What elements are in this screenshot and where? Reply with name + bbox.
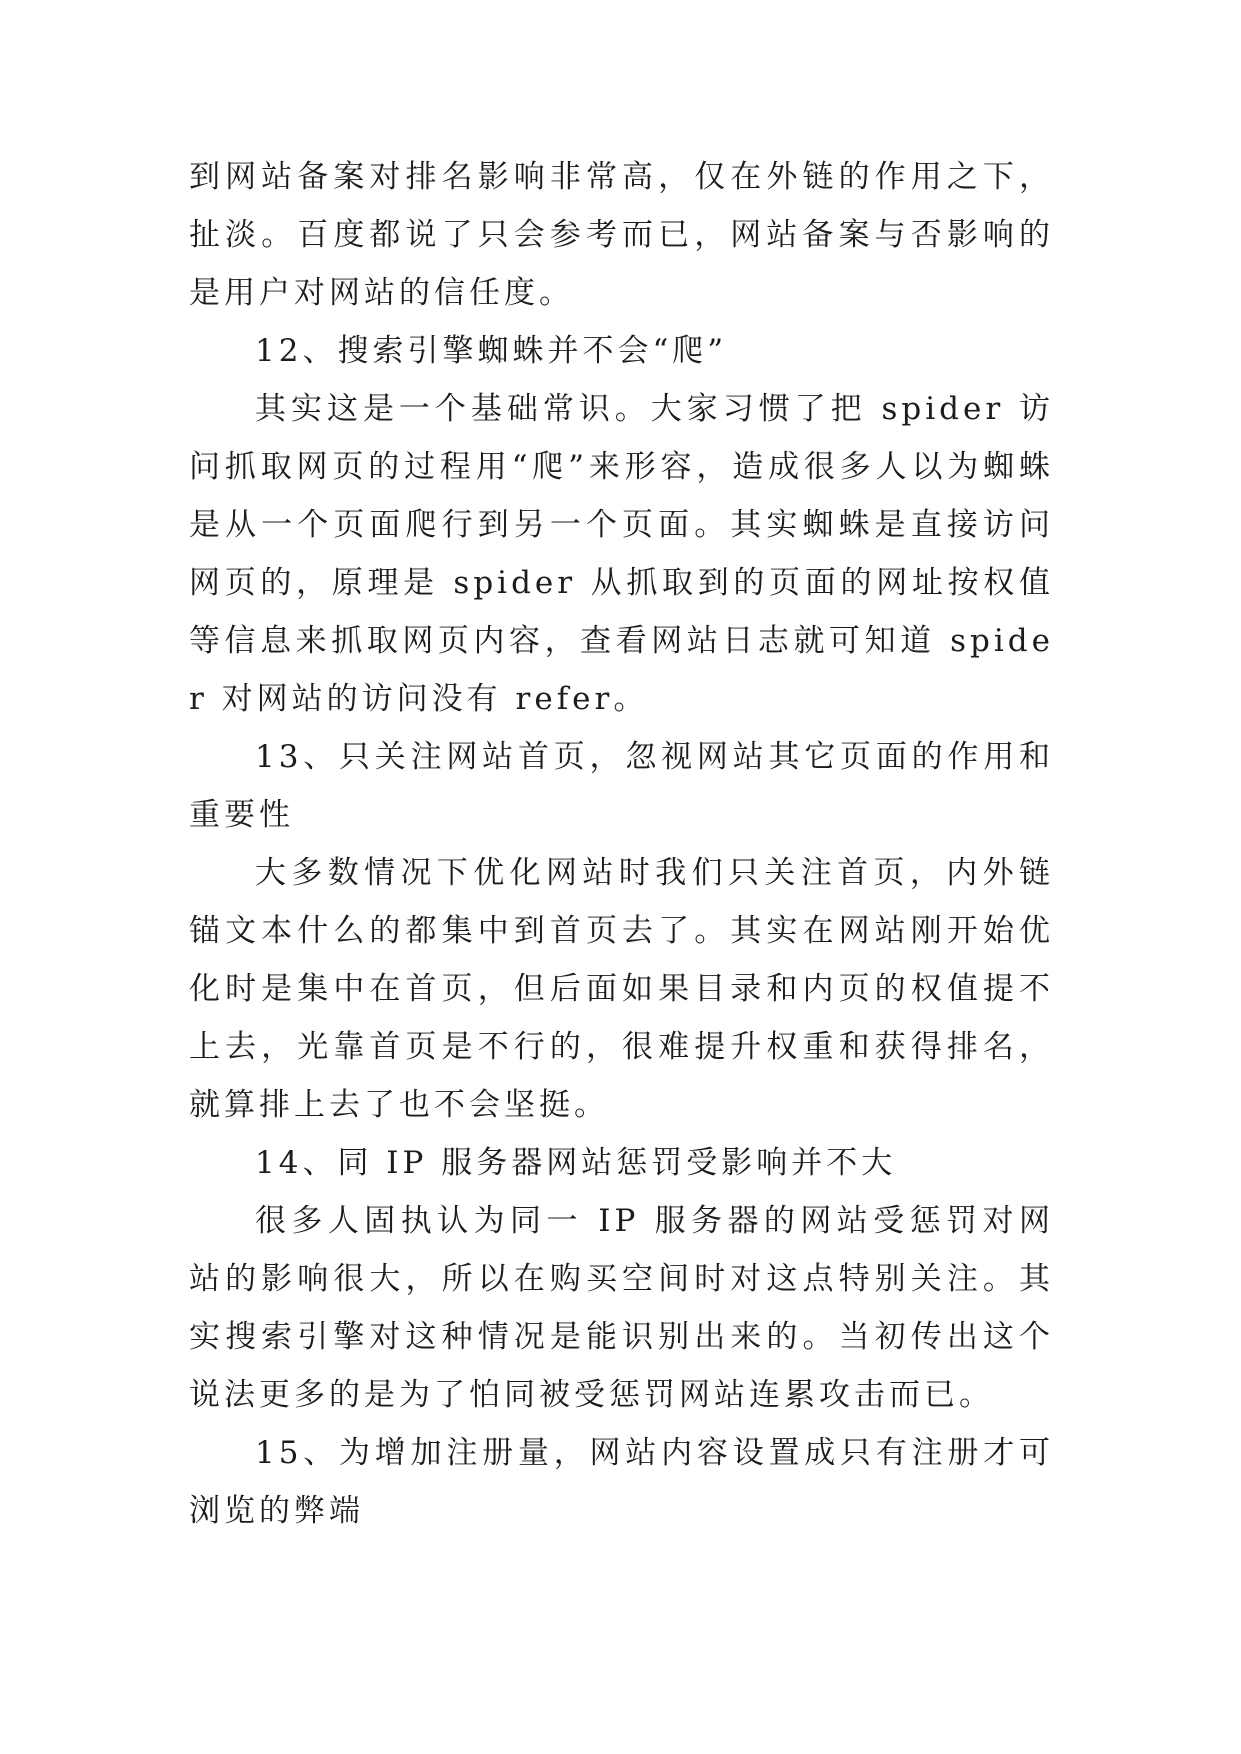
paragraph-continuation: 到网站备案对排名影响非常高，仅在外链的作用之下，扯淡。百度都说了只会参考而已，网站备案与否影响的是用户对网站的信任度。: [189, 159, 1054, 311]
paragraph-item-13: 大多数情况下优化网站时我们只关注首页，内外链锚文本什么的都集中到首页去了。其实在网站刚开始优化时是集中在首页，但后面如果目录和内页的权值提不上去，光靠首页是不行的，很难提升权重和获得排名，就算排上去了也不会坚挺。: [189, 855, 1054, 1123]
paragraph-item-12: 其实这是一个基础常识。大家习惯了把 spider 访问抓取网页的过程用“爬”来形容，造成很多人以为蜘蛛是从一个页面爬行到另一个页面。其实蜘蛛是直接访问网页的，原理是 spider 从抓取到的页面的网址按权值等信息来抓取网页内容，查看网站日志就可知道 spider 对网站的访问没有 refer。: [189, 391, 1054, 717]
heading-item-13: 13、只关注网站首页，忽视网站其它页面的作用和重要性: [189, 739, 1054, 833]
heading-item-15: 15、为增加注册量，网站内容设置成只有注册才可浏览的弊端: [189, 1435, 1054, 1529]
heading-item-14: 14、同 IP 服务器网站惩罚受影响并不大: [255, 1145, 897, 1181]
document-body: [189, 148, 1054, 1540]
heading-item-12: 12、搜索引擎蜘蛛并不会“爬”: [255, 333, 728, 369]
paragraph-item-14: 很多人固执认为同一 IP 服务器的网站受惩罚对网站的影响很大，所以在购买空间时对这点特别关注。其实搜索引擎对这种情况是能识别出来的。当初传出这个说法更多的是为了怕同被受惩罚网站连累攻击而已。: [189, 1203, 1054, 1413]
